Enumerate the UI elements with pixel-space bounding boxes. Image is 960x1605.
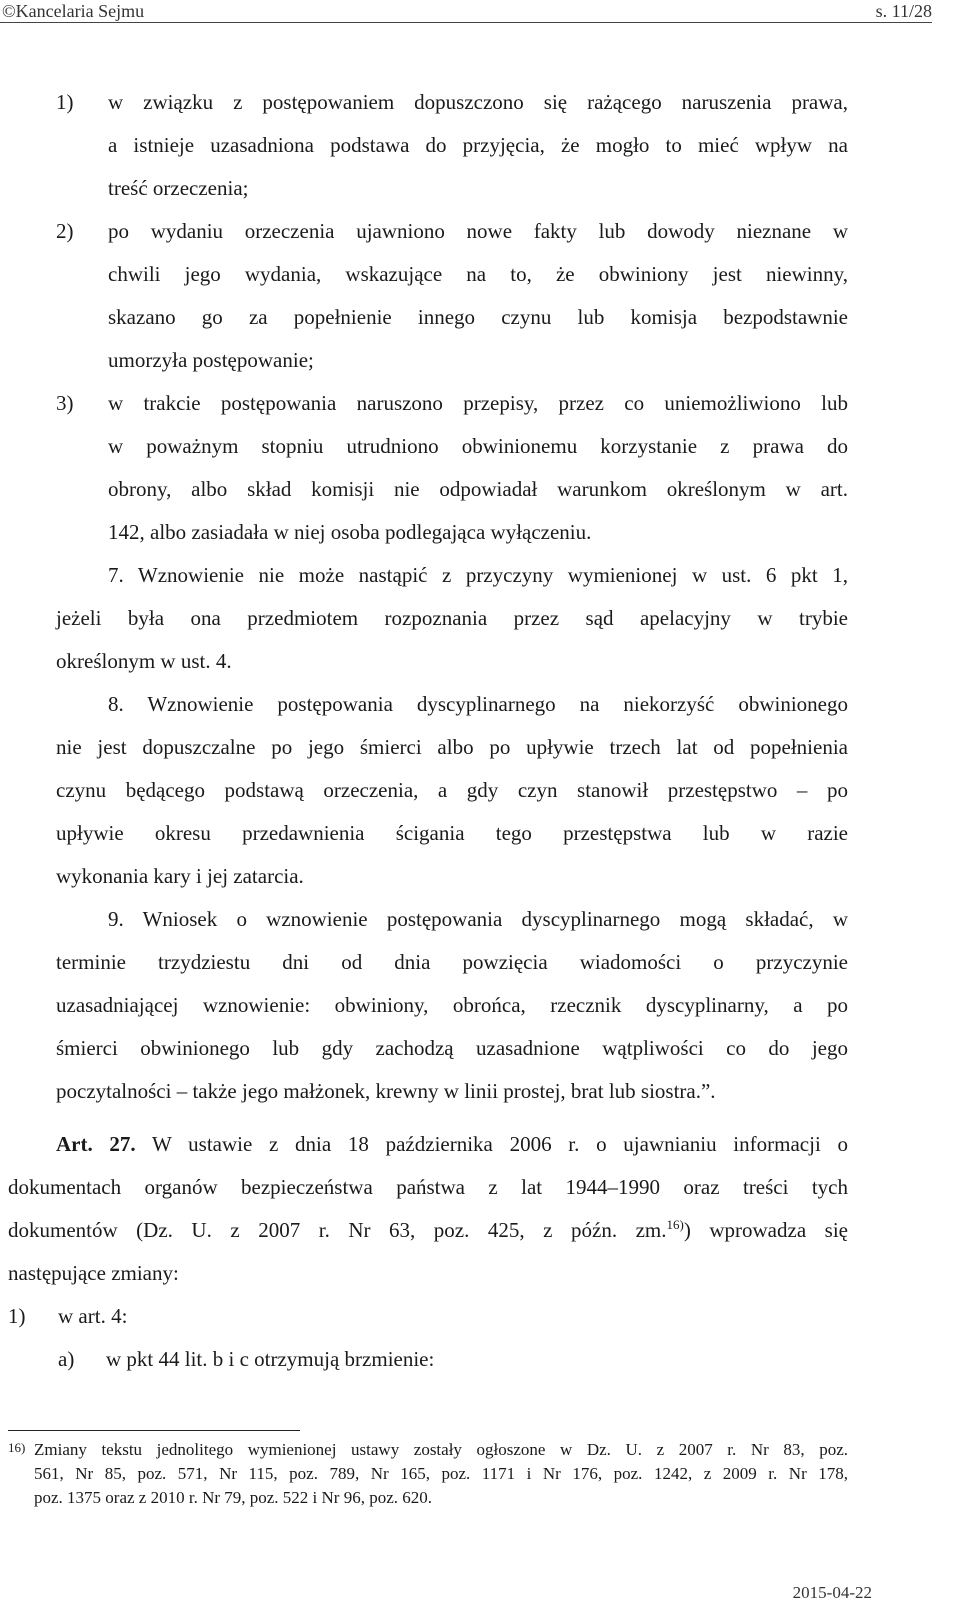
item-3-line-1: w trakcie postępowania naruszono przepisy, przez co uniemożliwiono lub (108, 391, 848, 415)
para-9-line-1: 9. Wniosek o wznowienie postępowania dyscyplinarnego mogą składać, w (108, 907, 848, 931)
para-9-line-5: poczytalności – także jego małżonek, krewny w linii prostej, brat lub siostra.”. (56, 1079, 716, 1103)
item-3-line-3: obrony, albo skład komisji nie odpowiadał warunkom określonym w art. (108, 477, 848, 501)
item-2-number: 2) (56, 219, 74, 243)
item-2-line-1: po wydaniu orzeczenia ujawniono nowe fakty lub dowody nieznane w (108, 219, 848, 243)
footnote-line-2: 561, Nr 85, poz. 571, Nr 115, poz. 789, Nr 165, poz. 1171 i Nr 176, poz. 1242, z 2009 r. Nr 178, (34, 1464, 848, 1483)
item-1-number: 1) (56, 90, 74, 114)
para-7-line-3: określonym w ust. 4. (56, 649, 232, 673)
para-9-line-2: terminie trzydziestu dni od dnia powzięcia wiadomości o przyczynie (56, 950, 848, 974)
para-8-line-5: wykonania kary i jej zatarcia. (56, 864, 304, 888)
art-27-line-1 (56, 1123, 848, 1166)
point-a-letter: a) (58, 1347, 75, 1371)
item-2-line-4: umorzyła postępowanie; (108, 348, 314, 372)
point-1-text: w art. 4: (58, 1304, 128, 1328)
art-27-line-3 (8, 1209, 848, 1252)
para-7-line-2: jeżeli była ona przedmiotem rozpoznania przez sąd apelacyjny w trybie (56, 606, 848, 630)
article-label: Art. 27. (56, 1132, 136, 1156)
item-1-line-3: treść orzeczenia; (108, 176, 249, 200)
header-rule (0, 22, 932, 23)
footnote-number: 16) (8, 1440, 26, 1455)
item-3-line-2: w poważnym stopniu utrudniono obwinionemu korzystanie z prawa do (108, 434, 848, 458)
footnote-line-1: Zmiany tekstu jednolitego wymienionej ustawy zostały ogłoszone w Dz. U. z 2007 r. Nr 83, poz. (34, 1440, 848, 1459)
art-27-line-3-end: ) wprowadza się (683, 1218, 848, 1242)
art-27-line-3-text: dokumentów (Dz. U. z 2007 r. Nr 63, poz. 425, z późn. zm. (8, 1218, 667, 1242)
item-3-number: 3) (56, 391, 74, 415)
item-1-line-2: a istnieje uzasadniona podstawa do przyjęcia, że mogło to mieć wpływ na (108, 133, 848, 157)
header-copyright: ©Kancelaria Sejmu (2, 1, 145, 21)
art-27-line-1-text: W ustawie z dnia 18 października 2006 r. o ujawnianiu informacji o (152, 1132, 848, 1156)
point-1-number: 1) (8, 1304, 26, 1328)
page-number: s. 11/28 (875, 1, 932, 21)
item-2-line-2: chwili jego wydania, wskazujące na to, że obwiniony jest niewinny, (108, 262, 848, 286)
art-27-line-2: dokumentach organów bezpieczeństwa państwa z lat 1944–1990 oraz treści tych (8, 1175, 848, 1199)
para-8-line-2: nie jest dopuszczalne po jego śmierci albo po upływie trzech lat od popełnienia (56, 735, 848, 759)
item-2-line-3: skazano go za popełnienie innego czynu lub komisja bezpodstawnie (108, 305, 848, 329)
footnote-separator (8, 1430, 300, 1431)
para-8-line-3: czynu będącego podstawą orzeczenia, a gdy czyn stanowił przestępstwo – po (56, 778, 848, 802)
footnote-line-3: poz. 1375 oraz z 2010 r. Nr 79, poz. 522 i Nr 96, poz. 620. (34, 1488, 433, 1507)
footnote-reference[interactable]: 16) (666, 1217, 684, 1232)
para-9-line-4: śmierci obwinionego lub gdy zachodzą uzasadnione wątpliwości co do jego (56, 1036, 848, 1060)
para-7-line-1: 7. Wznowienie nie może nastąpić z przyczyny wymienionej w ust. 6 pkt 1, (108, 563, 848, 587)
item-1-line-1: w związku z postępowaniem dopuszczono się rażącego naruszenia prawa, (108, 90, 848, 114)
item-3-line-4: 142, albo zasiadała w niej osoba podlegająca wyłączeniu. (108, 520, 592, 544)
footer-date: 2015-04-22 (792, 1583, 872, 1602)
art-27-line-4: następujące zmiany: (8, 1261, 179, 1285)
point-a-text: w pkt 44 lit. b i c otrzymują brzmienie: (106, 1347, 435, 1371)
para-8-line-4: upływie okresu przedawnienia ścigania tego przestępstwa lub w razie (56, 821, 848, 845)
para-9-line-3: uzasadniającej wznowienie: obwiniony, obrońca, rzecznik dyscyplinarny, a po (56, 993, 848, 1017)
para-8-line-1: 8. Wznowienie postępowania dyscyplinarnego na niekorzyść obwinionego (108, 692, 848, 716)
